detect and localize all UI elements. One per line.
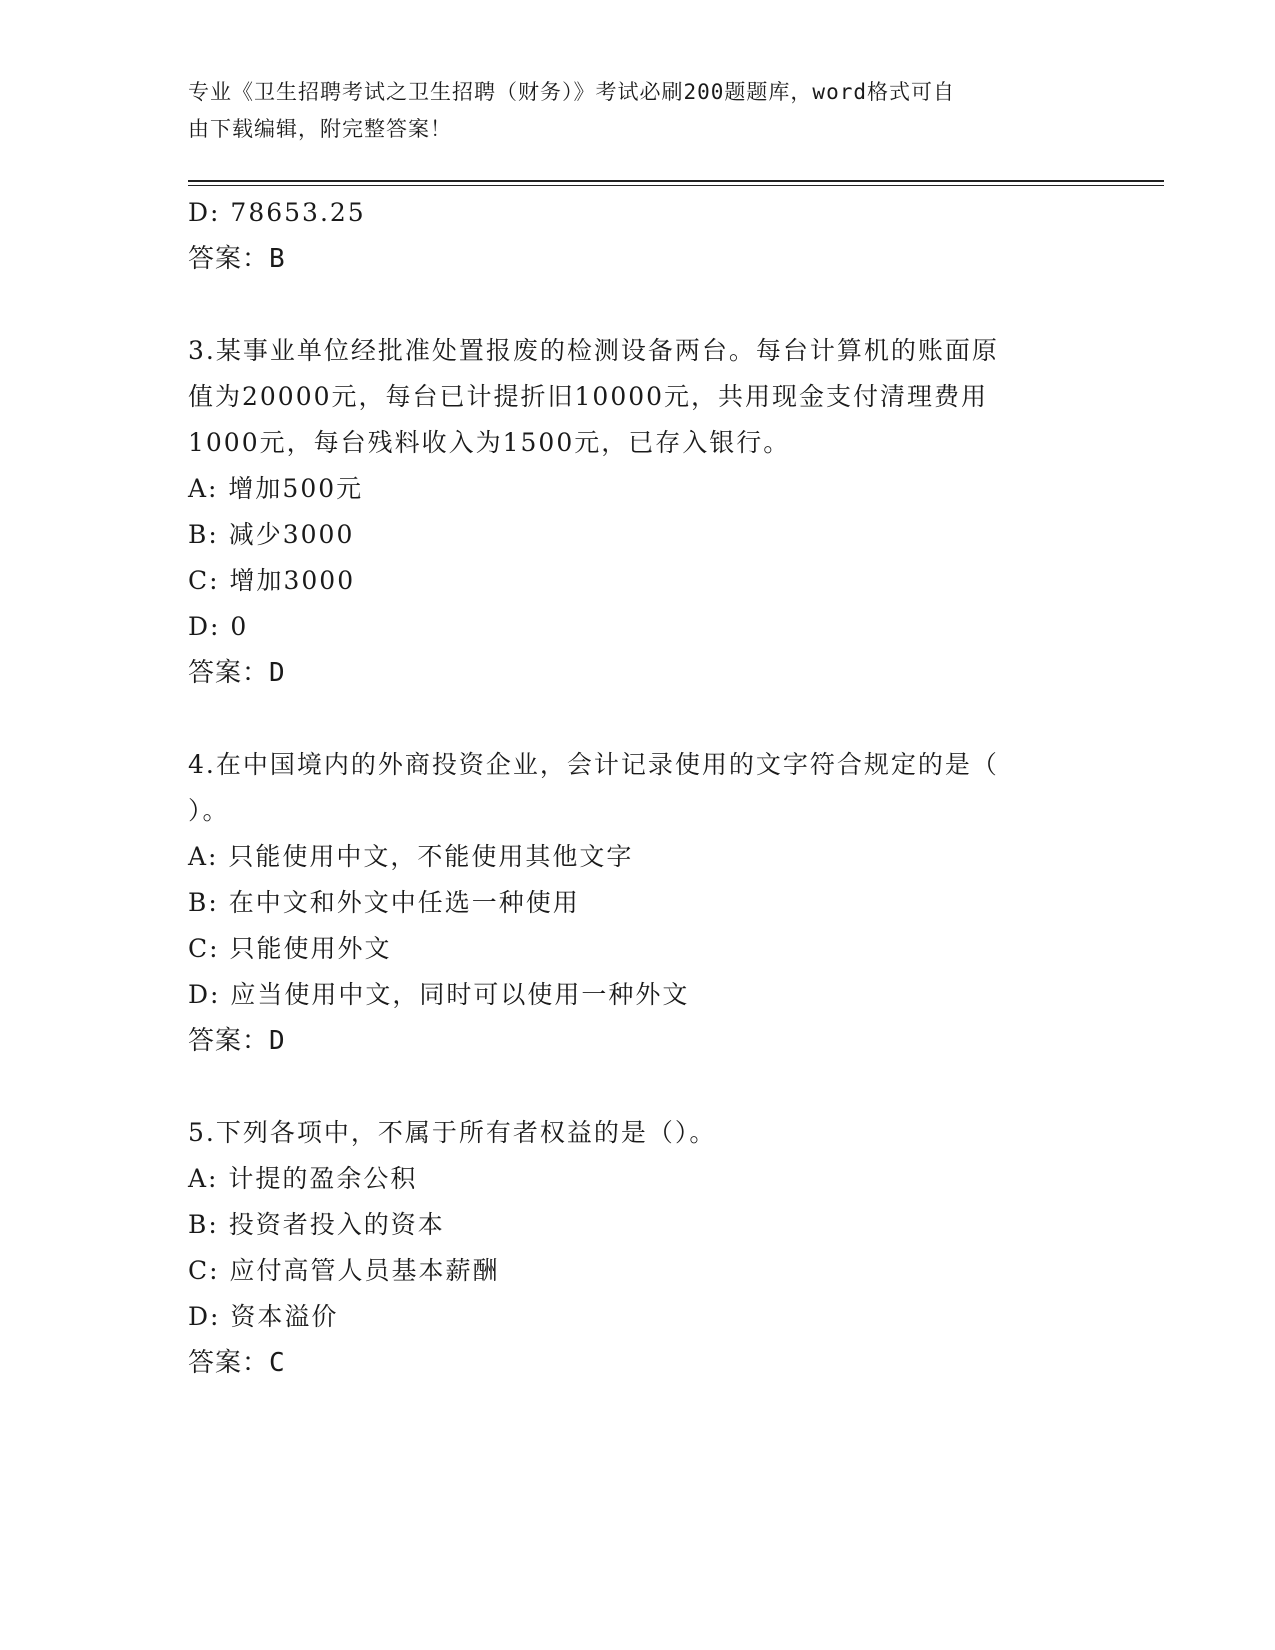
option-b: B: 投资者投入的资本 [188,1210,445,1239]
option-c: C: 只能使用外文 [188,934,392,963]
question-stem-line: 值为20000元，每台已计提折旧10000元，共用现金支付清理费用 [188,382,989,411]
spacer [188,696,1088,742]
option-a: A: 增加500元 [188,474,364,503]
answer: 答案：D [188,658,286,688]
option-a: A: 计提的盈余公积 [188,1164,418,1193]
answer: 答案：D [188,1026,286,1056]
spacer [188,282,1088,328]
spacer [188,1064,1088,1110]
question-list [188,190,1088,1386]
option-c: C: 增加3000 [188,566,356,595]
question-stem-line: ）。 [188,796,230,825]
question-stem-line: 3.某事业单位经批准处置报废的检测设备两台。每台计算机的账面原 [188,336,999,365]
option-d: D: 应当使用中文，同时可以使用一种外文 [188,980,690,1009]
header-divider [188,180,1164,186]
option-c: C: 应付高管人员基本薪酬 [188,1256,500,1285]
header-line-1: 专业《卫生招聘考试之卫生招聘（财务）》考试必刷200题题库，word格式可自 [188,80,955,104]
option-d: D: 0 [188,612,249,641]
option-b: B: 在中文和外文中任选一种使用 [188,888,580,917]
question-4 [188,742,1088,1064]
question-stem-line: 1000元，每台残料收入为1500元，已存入银行。 [188,428,791,457]
option-d: D: 78653.25 [188,198,366,227]
option-d: D: 资本溢价 [188,1302,339,1331]
option-b: B: 减少3000 [188,520,355,549]
question-3 [188,328,1088,696]
question-5 [188,1110,1088,1386]
answer: 答案：B [188,244,286,274]
page-header [188,74,1068,148]
question-stem-line: 4.在中国境内的外商投资企业，会计记录使用的文字符合规定的是（ [188,750,999,779]
option-a: A: 只能使用中文，不能使用其他文字 [188,842,634,871]
answer: 答案：C [188,1348,286,1378]
header-line-2: 由下载编辑，附完整答案！ [188,117,452,141]
question-stem-line: 5.下列各项中，不属于所有者权益的是（）。 [188,1118,717,1147]
